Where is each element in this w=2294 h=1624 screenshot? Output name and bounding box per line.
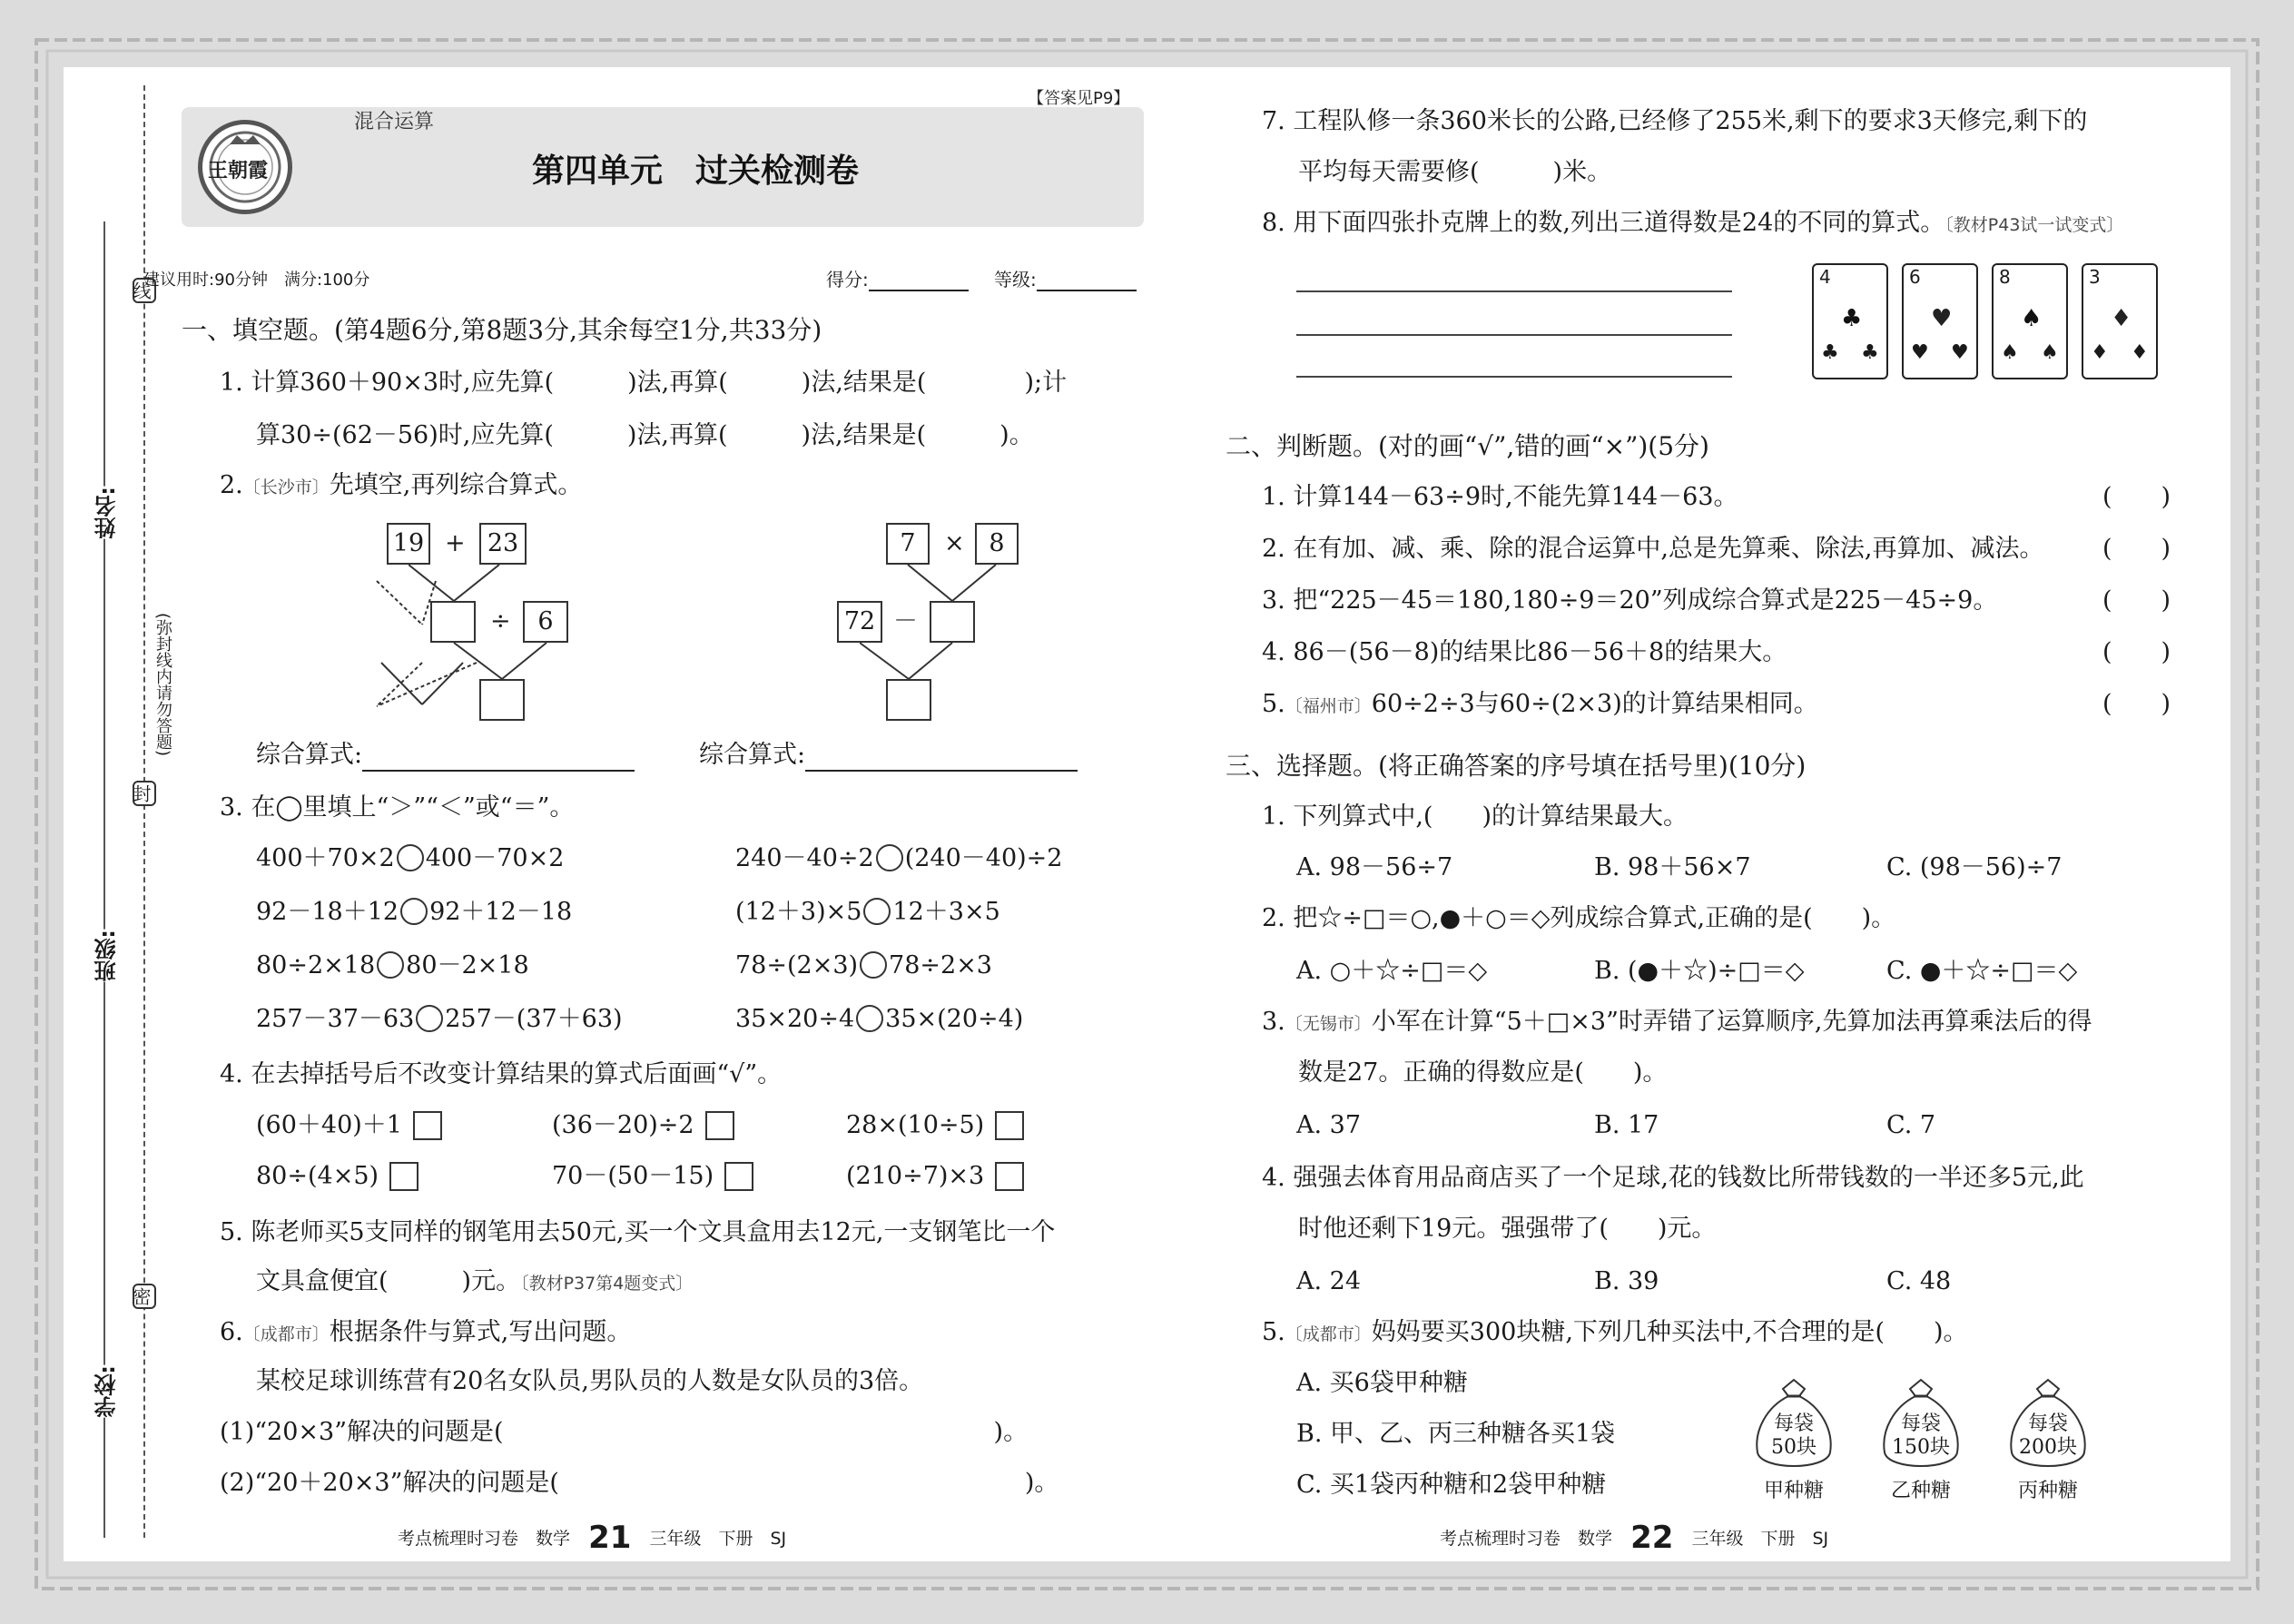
- compare-circle[interactable]: [397, 844, 424, 871]
- score-field: [826, 265, 969, 291]
- choice-option[interactable]: B. 39: [1594, 1267, 1659, 1295]
- card-suit-icon: ♥: [1931, 305, 1953, 332]
- judge-item: 4. 86－(56－8)的结果比86－56＋8的结果大。: [1262, 638, 1787, 666]
- q4-item: [846, 1160, 1024, 1193]
- formula1-label: 综合算式:: [256, 741, 363, 769]
- choice-option[interactable]: C. ●＋☆÷□＝◇: [1886, 957, 2078, 985]
- card-suit-icon: ♥: [1951, 341, 1969, 364]
- playing-card: [1902, 263, 1978, 379]
- q4-item: [846, 1109, 1024, 1142]
- tree1-op1: +: [445, 529, 466, 557]
- q3-compare-row: [256, 1003, 623, 1036]
- judge-answer-paren[interactable]: ( ): [2102, 638, 2171, 666]
- q2-line: [220, 469, 582, 504]
- q4-expr: 28×(10÷5): [846, 1111, 985, 1139]
- choice-option[interactable]: B. 98＋56×7: [1594, 853, 1751, 881]
- choice-option[interactable]: B. (●＋☆)÷□＝◇: [1594, 957, 1805, 985]
- judge-answer-paren[interactable]: ( ): [2102, 483, 2171, 511]
- playing-card: [1812, 263, 1888, 379]
- q3-left-expr: 78÷(2×3): [735, 951, 859, 979]
- bag-name: 乙种糖: [1890, 1480, 1951, 1502]
- judge-item: [1262, 688, 1818, 723]
- header-logo: [198, 120, 292, 214]
- q3-compare-row: [735, 1003, 1023, 1036]
- footer-right-page: 22: [1630, 1520, 1674, 1556]
- q3-right-expr: 80－2×18: [406, 951, 529, 979]
- footer-left-post: 三年级 下册 SJ: [649, 1529, 787, 1549]
- c5-tag: 〔成都市〕: [1285, 1324, 1372, 1344]
- q4-expr: (60＋40)＋1: [256, 1111, 402, 1139]
- tree1-b: 23: [479, 523, 527, 565]
- check-box[interactable]: [995, 1111, 1024, 1140]
- card-rank: 4: [1819, 266, 1831, 288]
- bag-label-qty: 50块: [1771, 1436, 1816, 1459]
- judge-tag: 〔福州市〕: [1285, 696, 1372, 716]
- judge-answer-paren[interactable]: ( ): [2102, 586, 2171, 615]
- q3-compare-row: [256, 896, 572, 929]
- compare-circle[interactable]: [876, 844, 903, 871]
- tree1-op2: ÷: [490, 607, 511, 635]
- tree2-blank2[interactable]: [886, 679, 931, 721]
- card-suit-icon: ♣: [1821, 341, 1839, 364]
- compare-circle[interactable]: [860, 951, 887, 979]
- q3-right-expr: 257－(37＋63): [445, 1005, 623, 1033]
- footer-right-post: 三年级 下册 SJ: [1691, 1529, 1829, 1549]
- judge-answer-paren[interactable]: ( ): [2102, 535, 2171, 563]
- bag-label-top: 每袋: [1773, 1412, 1814, 1435]
- score-label: 得分:: [826, 269, 869, 290]
- tree1-blank2[interactable]: [479, 679, 525, 721]
- c3-tag: 〔无锡市〕: [1285, 1014, 1372, 1034]
- q4-item: [552, 1160, 753, 1193]
- compare-circle[interactable]: [400, 898, 428, 925]
- tree2-op2: －: [893, 607, 918, 635]
- q3-right-expr: (240－40)÷2: [904, 844, 1063, 872]
- q4-expr: (36－20)÷2: [552, 1111, 694, 1139]
- q3-right-expr: 78÷2×3: [889, 951, 992, 979]
- q7-line2: 平均每天需要修( )米。: [1298, 158, 1612, 186]
- check-box[interactable]: [705, 1111, 734, 1140]
- bag-label-top: 每袋: [2027, 1412, 2068, 1435]
- q5-text: 文具盒便宜( )元。: [256, 1267, 521, 1295]
- card-suit-icon: ♣: [1841, 305, 1863, 332]
- c3-line1: 3.〔无锡市〕小军在计算“5＋□×3”时弄错了运算顺序,先算加法再算乘法后的得: [1262, 1008, 2092, 1036]
- q8-tag: 〔教材P43试一试变式〕: [1944, 215, 2124, 235]
- check-box[interactable]: [389, 1162, 418, 1191]
- playing-card: [1992, 263, 2068, 379]
- judge-text: 60÷2÷3与60÷(2×3)的计算结果相同。: [1371, 690, 1818, 718]
- c3-line2: 数是27。正确的得数应是( )。: [1298, 1058, 1668, 1087]
- binding-xian: 线: [133, 278, 156, 303]
- tree2-op1: ×: [944, 529, 965, 557]
- q3-left-expr: 35×20÷4: [735, 1005, 855, 1033]
- tree1-connectors: [409, 565, 590, 683]
- score-blank[interactable]: [869, 271, 969, 291]
- grade-field: [994, 265, 1137, 291]
- q6-a: (1)“20×3”解决的问题是( )。: [220, 1418, 1029, 1446]
- q3-right-expr: 92＋12－18: [429, 898, 573, 926]
- footer-left-pre: 考点梳理时习卷 数学: [398, 1529, 571, 1549]
- c1-text: 1. 下列算式中,( )的计算结果最大。: [1262, 802, 1688, 831]
- q4-item: [256, 1109, 442, 1142]
- q3-compare-row: [256, 950, 529, 982]
- choice-option[interactable]: A. 24: [1296, 1267, 1362, 1295]
- check-box[interactable]: [413, 1111, 442, 1140]
- q8-answer-line-1[interactable]: [1296, 290, 1732, 292]
- choice-option[interactable]: A. 买6袋甲种糖: [1296, 1369, 1468, 1397]
- playing-card: [2082, 263, 2158, 379]
- card-rank: 6: [1909, 266, 1921, 288]
- binding-dashed-line: [143, 85, 145, 1538]
- judge-num: 5.: [1262, 690, 1285, 718]
- q3-right-expr: 400－70×2: [425, 844, 565, 872]
- c5-line: 5.〔成都市〕妈妈要买300块糖,下列几种买法中,不合理的是( )。: [1262, 1318, 1968, 1346]
- q8-text: 8. 用下面四张扑克牌上的数,列出三道得数是24的不同的算式。: [1262, 209, 1945, 237]
- card-suit-icon: ♠: [2021, 305, 2043, 332]
- judge-item: 1. 计算144－63÷9时,不能先算144－63。: [1262, 483, 1738, 511]
- footer-left-page: 21: [588, 1520, 632, 1556]
- q4-expr: 70－(50－15): [552, 1162, 714, 1190]
- q5-line1: 5. 陈老师买5支同样的钢笔用去50元,买一个文具盒用去12元,一支钢笔比一个: [220, 1218, 1056, 1246]
- choice-option[interactable]: C. (98－56)÷7: [1886, 853, 2063, 881]
- q3-left-expr: (12＋3)×5: [735, 898, 862, 926]
- formula2-label: 综合算式:: [699, 741, 806, 769]
- grade-blank[interactable]: [1037, 271, 1137, 291]
- tree2-c: 72: [837, 601, 882, 643]
- q6-line1: [220, 1316, 631, 1351]
- c4-line2: 时他还剩下19元。强强带了( )元。: [1298, 1215, 1717, 1243]
- name-label: 姓名:: [91, 487, 123, 539]
- bag-label-top: 每袋: [1900, 1412, 1941, 1435]
- c5-text: 妈妈要买300块糖,下列几种买法中,不合理的是( )。: [1371, 1318, 1968, 1346]
- judge-item: 2. 在有加、减、乘、除的混合运算中,总是先算乘、除法,再算加、减法。: [1262, 535, 2044, 563]
- choice-option[interactable]: C. 7: [1886, 1111, 1936, 1139]
- binding-solid-line: [103, 221, 105, 1538]
- class-label: 班级:: [91, 930, 123, 982]
- judge-item: 3. 把“225－45＝180,180÷9＝20”列成综合算式是225－45÷9。: [1262, 586, 1998, 615]
- formula2: [699, 739, 1078, 772]
- q2-num: 2.: [220, 471, 243, 499]
- q5-line2: [256, 1265, 693, 1300]
- compare-circle[interactable]: [856, 1005, 883, 1032]
- compare-circle[interactable]: [377, 951, 404, 979]
- q3-compare-row: [735, 842, 1062, 875]
- choice-option[interactable]: A. 98－56÷7: [1296, 853, 1453, 881]
- compare-circle[interactable]: [863, 898, 891, 925]
- choice-option[interactable]: B. 17: [1594, 1111, 1659, 1139]
- tree1-c: 6: [523, 601, 568, 643]
- q3-left-expr: 240－40÷2: [735, 844, 874, 872]
- q3-compare-row: [735, 950, 992, 982]
- tree2-b: 8: [975, 523, 1019, 565]
- section-2-title: 二、判断题。(对的画“√”,错的画“×”)(5分): [1226, 431, 1709, 461]
- unit-tag: 混合运算: [354, 111, 435, 133]
- q3-compare-row: [256, 842, 564, 875]
- q5-tag: 〔教材P37第4题变式〕: [520, 1274, 694, 1294]
- q4-text: 4. 在去掉括号后不改变计算结果的算式后面画“√”。: [220, 1060, 783, 1088]
- card-rank: 8: [1999, 266, 2011, 288]
- q7-line1: 7. 工程队修一条360米长的公路,已经修了255米,剩下的要求3天修完,剩下的: [1262, 107, 2088, 135]
- q1-line1: 1. 计算360＋90×3时,应先算( )法,再算( )法,结果是( );计: [220, 369, 1068, 397]
- bag-label-qty: 200块: [2019, 1436, 2077, 1459]
- binding-mi: 密: [133, 1284, 156, 1309]
- logo-text: 王朝霞: [208, 160, 269, 182]
- card-rank: 3: [2089, 266, 2101, 288]
- q8-line: [1262, 207, 2123, 241]
- page-title: 第四单元 过关检测卷: [532, 153, 860, 190]
- q6-tag: 〔成都市〕: [242, 1324, 330, 1344]
- q4-item: [552, 1109, 734, 1142]
- card-suit-icon: ♥: [1911, 341, 1929, 364]
- q4-expr: 80÷(4×5): [256, 1162, 379, 1190]
- choice-option[interactable]: B. 甲、乙、丙三种糖各买1袋: [1296, 1420, 1616, 1448]
- choice-option[interactable]: C. 48: [1886, 1267, 1952, 1295]
- q8-answer-line-3[interactable]: [1296, 376, 1732, 378]
- q6-num: 6.: [220, 1318, 243, 1346]
- bag-name: 丙种糖: [2017, 1480, 2078, 1502]
- c4-line1: 4. 强强去体育用品商店买了一个足球,花的钱数比所带钱数的一半还多5元,此: [1262, 1164, 2084, 1192]
- bag-label-qty: 150块: [1892, 1436, 1950, 1459]
- choice-option[interactable]: A. 37: [1296, 1111, 1362, 1139]
- q3-compare-row: [735, 896, 1000, 929]
- footer-right-pre: 考点梳理时习卷 数学: [1440, 1529, 1613, 1549]
- q8-answer-line-2[interactable]: [1296, 334, 1732, 336]
- q4-item: [256, 1160, 418, 1193]
- binding-feng: 封: [133, 781, 156, 806]
- section-1-title: 一、填空题。(第4题6分,第8题3分,其余每空1分,共33分): [182, 315, 822, 345]
- q1-line2: 算30÷(62－56)时,应先算( )法,再算( )法,结果是( )。: [256, 421, 1034, 449]
- tree1-a: 19: [387, 523, 430, 565]
- time-note: 建议用时:90分钟 满分:100分: [143, 271, 370, 290]
- judge-answer-paren[interactable]: ( ): [2102, 690, 2171, 718]
- q3-left-expr: 400＋70×2: [256, 844, 395, 872]
- compare-circle[interactable]: [416, 1005, 443, 1032]
- check-box[interactable]: [724, 1162, 753, 1191]
- formula1-blank[interactable]: [362, 744, 635, 772]
- q3-right-expr: 35×(20÷4): [885, 1005, 1024, 1033]
- tree2-connectors: [860, 565, 1041, 683]
- q4-expr: (210÷7)×3: [846, 1162, 985, 1190]
- card-suit-icon: ♣: [1861, 341, 1879, 364]
- choice-option[interactable]: C. 买1袋丙种糖和2袋甲种糖: [1296, 1471, 1607, 1499]
- grade-label: 等级:: [994, 269, 1037, 290]
- formula1: [256, 739, 635, 772]
- binding-warning: (弥封线内请勿答题): [153, 557, 172, 812]
- choice-option[interactable]: A. ○＋☆÷□＝◇: [1296, 957, 1488, 985]
- card-suit-icon: ♠: [2041, 341, 2059, 364]
- q3-left-expr: 257－37－63: [256, 1005, 415, 1033]
- c2-text: 2. 把☆÷□＝○,●＋○＝◇列成综合算式,正确的是( )。: [1262, 904, 1896, 932]
- q3-left-expr: 92－18＋12: [256, 898, 399, 926]
- formula2-blank[interactable]: [805, 744, 1078, 772]
- school-label: 学校:: [91, 1365, 123, 1418]
- footer-right: [1440, 1520, 1828, 1556]
- c3-text: 小军在计算“5＋□×3”时弄错了运算顺序,先算加法再算乘法后的得: [1371, 1008, 2092, 1036]
- card-suit-icon: ♠: [2001, 341, 2019, 364]
- q6-line2: 某校足球训练营有20名女队员,男队员的人数是女队员的3倍。: [256, 1367, 924, 1395]
- q6-text: 根据条件与算式,写出问题。: [329, 1318, 632, 1346]
- card-suit-icon: ♦: [2131, 341, 2149, 364]
- tree2-a: 7: [886, 523, 930, 565]
- footer-left: [398, 1520, 786, 1556]
- answer-ref: 【答案见P9】: [1028, 89, 1130, 108]
- q2-text: 先填空,再列综合算式。: [329, 471, 583, 499]
- bag-name: 甲种糖: [1763, 1480, 1824, 1502]
- q3-left-expr: 80÷2×18: [256, 951, 376, 979]
- q3-right-expr: 12＋3×5: [892, 898, 1000, 926]
- section-3-title: 三、选择题。(将正确答案的序号填在括号里)(10分): [1226, 751, 1807, 781]
- check-box[interactable]: [995, 1162, 1024, 1191]
- q3-text: 3. 在◯里填上“＞”“＜”或“＝”。: [220, 793, 575, 822]
- card-suit-icon: ♦: [2091, 341, 2109, 364]
- card-suit-icon: ♦: [2111, 305, 2132, 332]
- worksheet: [64, 67, 2230, 1561]
- q6-b: (2)“20＋20×3”解决的问题是( )。: [220, 1469, 1059, 1497]
- q2-tag: 〔长沙市〕: [242, 477, 330, 497]
